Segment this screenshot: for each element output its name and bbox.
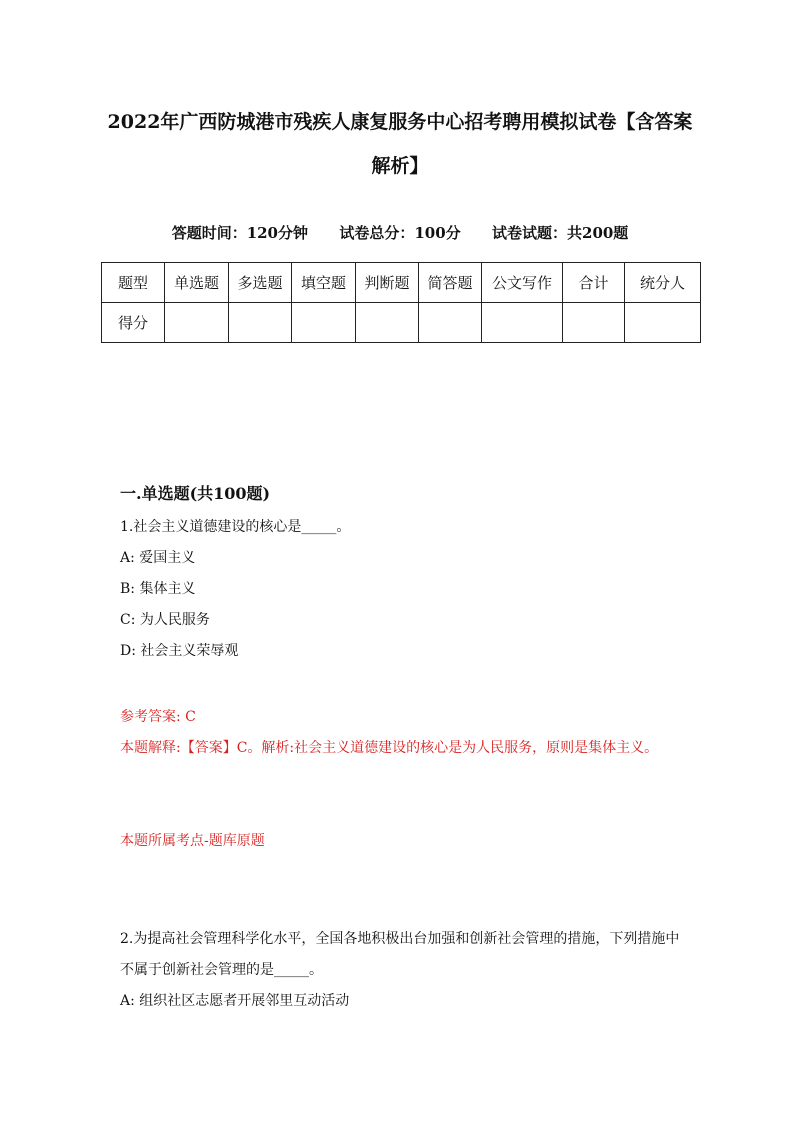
score-cell [625,303,701,343]
score-cell [292,303,356,343]
score-table-header-row [102,263,701,303]
question-option: A: 组织社区志愿者开展邻里互动活动 [120,993,350,1009]
question-1-source [120,826,690,857]
question-option: B: 集体主义 [120,581,196,597]
score-row-label: 得分 [102,303,165,343]
score-cell [229,303,292,343]
score-table-header-cell: 单选题 [165,263,229,303]
question-stem: 2.为提高社会管理科学化水平，全国各地积极出台加强和创新社会管理的措施，下列措施中不属于创新社会管理的是_____。 [120,931,680,978]
question-option: C: 为人民服务 [120,612,210,628]
answer-text: 参考答案: C [120,709,196,725]
score-table [101,262,701,343]
score-table-header-cell: 判断题 [356,263,419,303]
score-cell [419,303,482,343]
score-table-header-cell: 合计 [563,263,625,303]
question-2 [120,924,690,1017]
explanation-text: 本题解释:【答案】C。解析:社会主义道德建设的核心是为人民服务，原则是集体主义。 [120,740,659,756]
document-title: 2022年广西防城港市残疾人康复服务中心招考聘用模拟试卷【含答案解析】 [107,111,693,177]
source-text: 本题所属考点-题库原题 [120,833,265,849]
question-1-answer-block [120,702,690,764]
score-table-header-cell: 填空题 [292,263,356,303]
exam-total-score: 试卷总分：100分 [339,224,461,242]
exam-total-questions: 试卷试题：共200题 [492,224,629,242]
exam-meta [100,222,700,243]
score-cell [563,303,625,343]
exam-time: 答题时间：120分钟 [171,224,308,242]
score-table-header-cell: 公文写作 [482,263,563,303]
score-table-header-cell: 简答题 [419,263,482,303]
score-table-header-cell: 题型 [102,263,165,303]
question-option: A: 爱国主义 [120,550,196,566]
score-table-header-cell: 多选题 [229,263,292,303]
question-stem: 1.社会主义道德建设的核心是_____。 [120,519,351,535]
score-table-score-row [102,303,701,343]
score-table-header-cell: 统分人 [625,263,701,303]
question-1 [120,512,690,667]
question-option: D: 社会主义荣辱观 [120,643,239,659]
score-cell [165,303,229,343]
section-heading: 一.单选题(共100题) [120,484,271,503]
score-cell [356,303,419,343]
score-cell [482,303,563,343]
